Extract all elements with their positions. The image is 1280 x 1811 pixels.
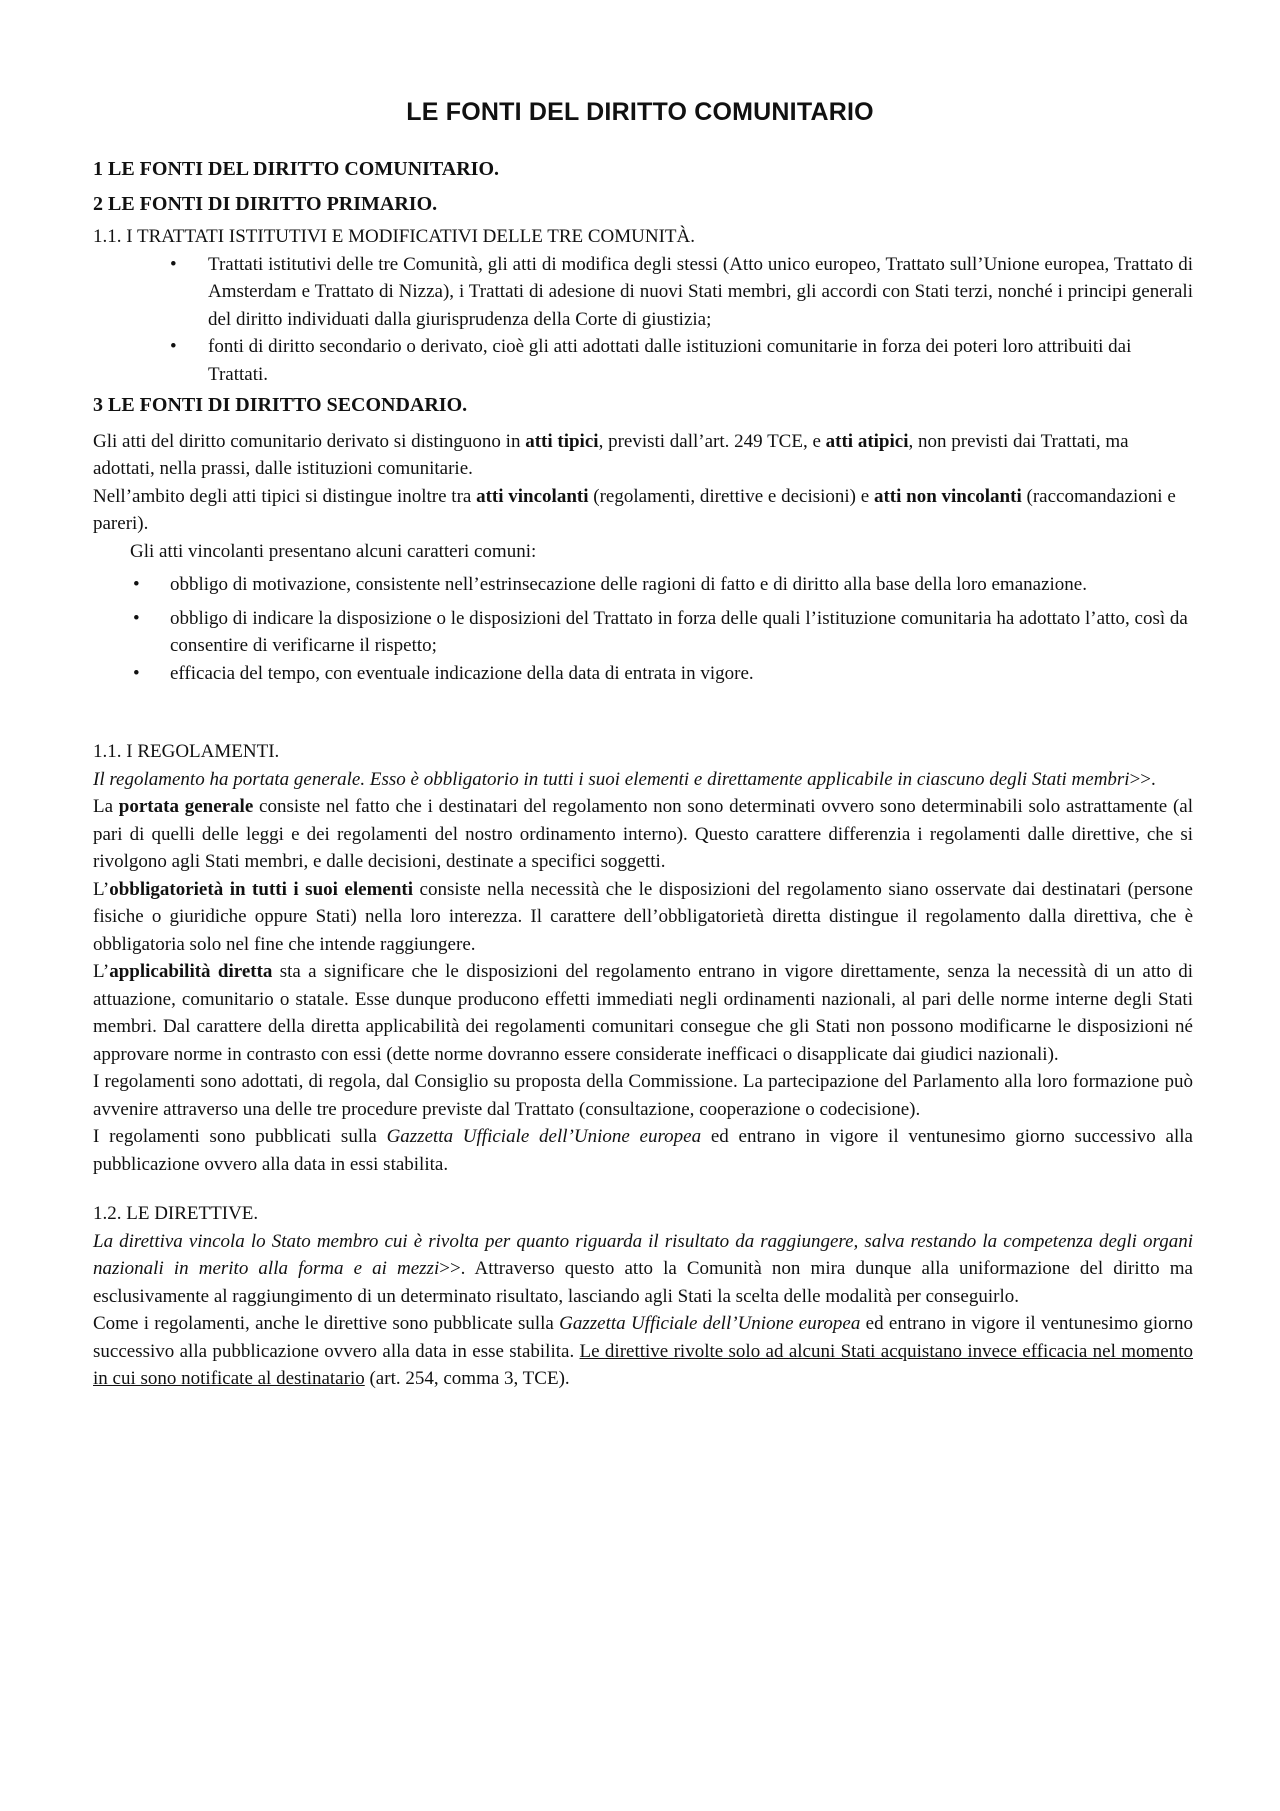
bullet-icon: • — [170, 336, 177, 357]
section-heading-trattati: 1.1. I TRATTATI ISTITUTIVI E MODIFICATIVI DELLE TRE COMUNITÀ. — [93, 226, 696, 247]
bullet-icon: • — [133, 574, 140, 595]
caratteri-bullet-list — [93, 571, 1193, 599]
paragraph-adozione-regolamenti: I regolamenti sono adottati, di regola, dal Consiglio su proposta della Commissione. La partecipazione del Parlamento alla loro formazione può avvenire attraverso una delle tre procedure previste dal Trattato (consultazione, cooperazione o codecisione). — [93, 1071, 1193, 1120]
list-item: • fonti di diritto secondario o derivato, cioè gli atti adottati dalle istituzioni comunitarie in forza dei poteri loro attribuiti dai Trattati. — [93, 333, 1193, 388]
heading-fonti-diritto-comunitario: 1 LE FONTI DEL DIRITTO COMUNITARIO. — [93, 158, 499, 180]
paragraph-atti-tipici: Gli atti del diritto comunitario derivato si distinguono in atti tipici, previsti dall’art. 249 TCE, e atti atipici, non previsti dai Trattati, ma adottati, nella prassi, dalle istituzioni comunitarie. — [93, 430, 1129, 479]
list-item: • obbligo di indicare la disposizione o le disposizioni del Trattato in forza delle quali l’istituzione comunitaria ha adottato l’atto, così da consentire di verificarne il rispetto; — [93, 605, 1193, 660]
bullet-icon: • — [170, 253, 177, 275]
paragraph-pubblicazione-direttive: Come i regolamenti, anche le direttive sono pubblicate sulla Gazzetta Ufficiale dell’Unione europea ed entrano in vigore il ventunesimo giorno successivo alla pubblicazione ovvero alla data in esse stabilita. Le direttive rivolte solo ad alcuni Stati acquistano invece efficacia nel momento in cui sono notificate al destinatario (art. 254, comma 3, TCE). — [93, 1313, 1194, 1389]
caratteri-bullet-list-2 — [93, 605, 1193, 660]
heading-fonti-diritto-primario: 2 LE FONTI DI DIRITTO PRIMARIO. — [93, 192, 438, 215]
paragraph-pubblicazione-regolamenti: I regolamenti sono pubblicati sulla Gazzetta Ufficiale dell’Unione europea ed entrano in vigore il ventunesimo giorno successivo alla pubblicazione ovvero alla data in essi stabilita. — [93, 1126, 1193, 1175]
paragraph-direttiva-definizione: La direttiva vincola lo Stato membro cui è rivolta per quanto riguarda il risultato da raggiungere, salva restando la competenza degli organi nazionali in merito alla forma e ai mezzi>>. Attraverso questo atto la Comunità non mira dunque alla uniformazione del diritto ma esclusivamente al raggiungimento di un determinato risultato, lasciando agli Stati la scelta delle modalità per conseguirlo. — [93, 1230, 1193, 1307]
trattati-bullet-list — [93, 251, 1193, 389]
list-item: • efficacia del tempo, con eventuale indicazione della data di entrata in vigore. — [93, 660, 1193, 688]
paragraph-applicabilita-diretta: L’applicabilità diretta sta a significare che le disposizioni del regolamento entrano in vigore direttamente, senza la necessità di un atto di attuazione, comunitario o statale. Esse dunque producono effetti immediati negli ordinamenti nazionali, al pari delle norme interne degli Stati membri. Dal carattere della diretta applicabilità dei regolamenti comunitari consegue che gli Stati non possono modificarne le disposizioni né approvare norme in contrasto con essi (dette norme dovranno essere considerate inefficaci o disapplicate dai giudici nazionali). — [93, 961, 1193, 1065]
section-heading-direttive: 1.2. LE DIRETTIVE. — [93, 1203, 259, 1224]
list-item: • Trattati istitutivi delle tre Comunità, gli atti di modifica degli stessi (Atto unico europeo, Trattato sull’Unione europea, Trattato di Amsterdam e Trattato di Nizza), i Trattati di adesione di nuovi Stati membri, gli accordi con Stati terzi, nonché i principi generali del diritto individuati dalla giurisprudenza della Corte di giustizia; — [93, 251, 1193, 334]
page-title: LE FONTI DEL DIRITTO COMUNITARIO — [406, 98, 874, 126]
list-item: • obbligo di motivazione, consistente nell’estrinsecazione delle ragioni di fatto e di diritto alla base della loro emanazione. — [93, 571, 1193, 599]
quote-regolamenti: Il regolamento ha portata generale. Esso è obbligatorio in tutti i suoi elementi e direttamente applicabile in ciascuno degli Stati membri>>. — [93, 768, 1156, 790]
paragraph-caratteri-comuni: Gli atti vincolanti presentano alcuni caratteri comuni: — [130, 540, 537, 562]
heading-fonti-diritto-secondario: 3 LE FONTI DI DIRITTO SECONDARIO. — [93, 394, 468, 416]
bullet-icon: • — [133, 607, 140, 629]
paragraph-portata-generale: La portata generale consiste nel fatto che i destinatari del regolamento non sono determinati ovvero sono determinabili solo astrattamente (al pari di quelli delle leggi e dei regolamenti del nostro ordinamento interno). Questo carattere differenzia i regolamenti dalle direttive, che si rivolgono agli Stati membri, e dalle decisioni, destinate a specifici soggetti. — [93, 796, 1194, 872]
paragraph-obbligatorieta: L’obbligatorietà in tutti i suoi elementi consiste nella necessità che le disposizioni del regolamento siano osservate dai destinatari (persone fisiche o giuridiche oppure Stati) nella loro interezza. Il carattere dell’obbligatorietà diretta distingue il regolamento dalla direttiva, che è obbligatoria solo nel fine che intende raggiungere. — [93, 878, 1193, 955]
paragraph-atti-vincolanti: Nell’ambito degli atti tipici si distingue inoltre tra atti vincolanti (regolamenti, direttive e decisioni) e atti non vincolanti (raccomandazioni e pareri). — [93, 485, 1176, 534]
bullet-icon: • — [133, 662, 140, 684]
caratteri-bullet-list-3 — [93, 660, 1193, 688]
document-body — [93, 156, 1193, 1393]
section-heading-regolamenti: 1.1. I REGOLAMENTI. — [93, 741, 280, 762]
